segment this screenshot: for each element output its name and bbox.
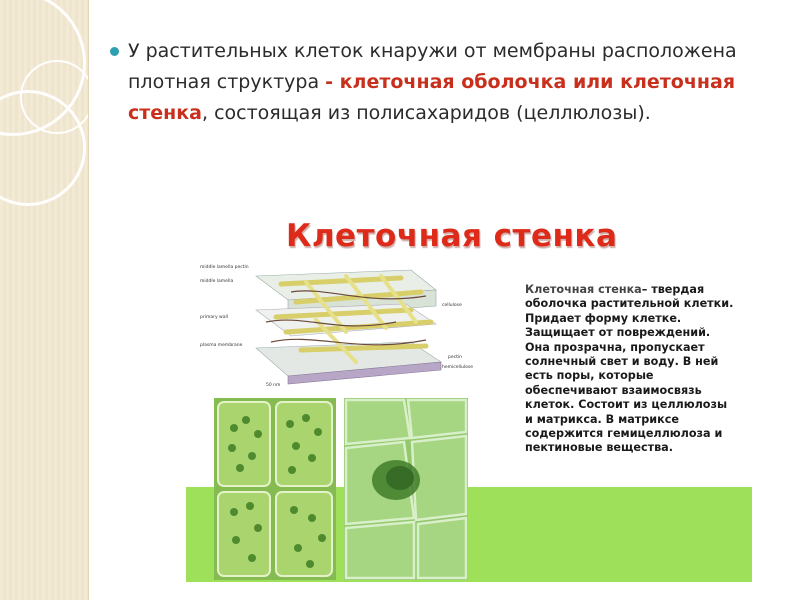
cell-wall-diagram <box>196 262 486 392</box>
micrograph-right <box>344 398 468 580</box>
micrograph-left <box>214 398 336 580</box>
bullet-text <box>128 36 738 129</box>
diagram-label-plasma-membrane: plasma membrane <box>200 343 243 348</box>
decorative-ring <box>20 60 89 134</box>
description-text: – твердая оболочка растительной клетки. Придает форму клетке. Защищает от повреждений. Она прозрачна, пропускает солнечный свет и воду. В ней есть поры, которые обеспечивают взаимосвязь клеток. Состоит из целлюлозы и матрикса. В матриксе содержится гемицеллюлоза и пектиновые вещества. <box>525 283 734 455</box>
bullet-paragraph <box>128 36 738 129</box>
cell-wall-description <box>525 283 735 456</box>
diagram-label-cellulose: cellulose <box>442 303 462 308</box>
diagram-label-primary-wall: primary wall <box>200 315 228 320</box>
diagram-label-scale: 50 nm <box>266 383 281 388</box>
diagram-label-middle-lamella: middle lamella <box>200 279 234 284</box>
description-term: Клеточная стенка <box>525 283 642 296</box>
diagram-label-pectin: pectin <box>448 355 462 360</box>
cell-wall-diagram-svg <box>196 262 486 392</box>
micrograph-right-svg <box>344 398 468 580</box>
bullet-text-part1: У растительных клеток кнаружи от мембраны расположена плотная структура <box>128 40 737 93</box>
decorative-side-strip <box>0 0 89 600</box>
bullet-dot-icon <box>110 47 119 56</box>
diagram-label-hemicellulose: hemicellulose <box>442 365 473 370</box>
bullet-text-accent: - клеточная оболочка или клеточная стенка <box>128 71 736 124</box>
image-title: Клеточная стенка <box>286 218 618 254</box>
micrograph-left-svg <box>214 398 336 580</box>
bullet-text-part2: , состоящая из полисахаридов (целлюлозы). <box>202 102 651 124</box>
diagram-label-middle-lamella-pectin: middle lamella pectin <box>200 265 249 270</box>
